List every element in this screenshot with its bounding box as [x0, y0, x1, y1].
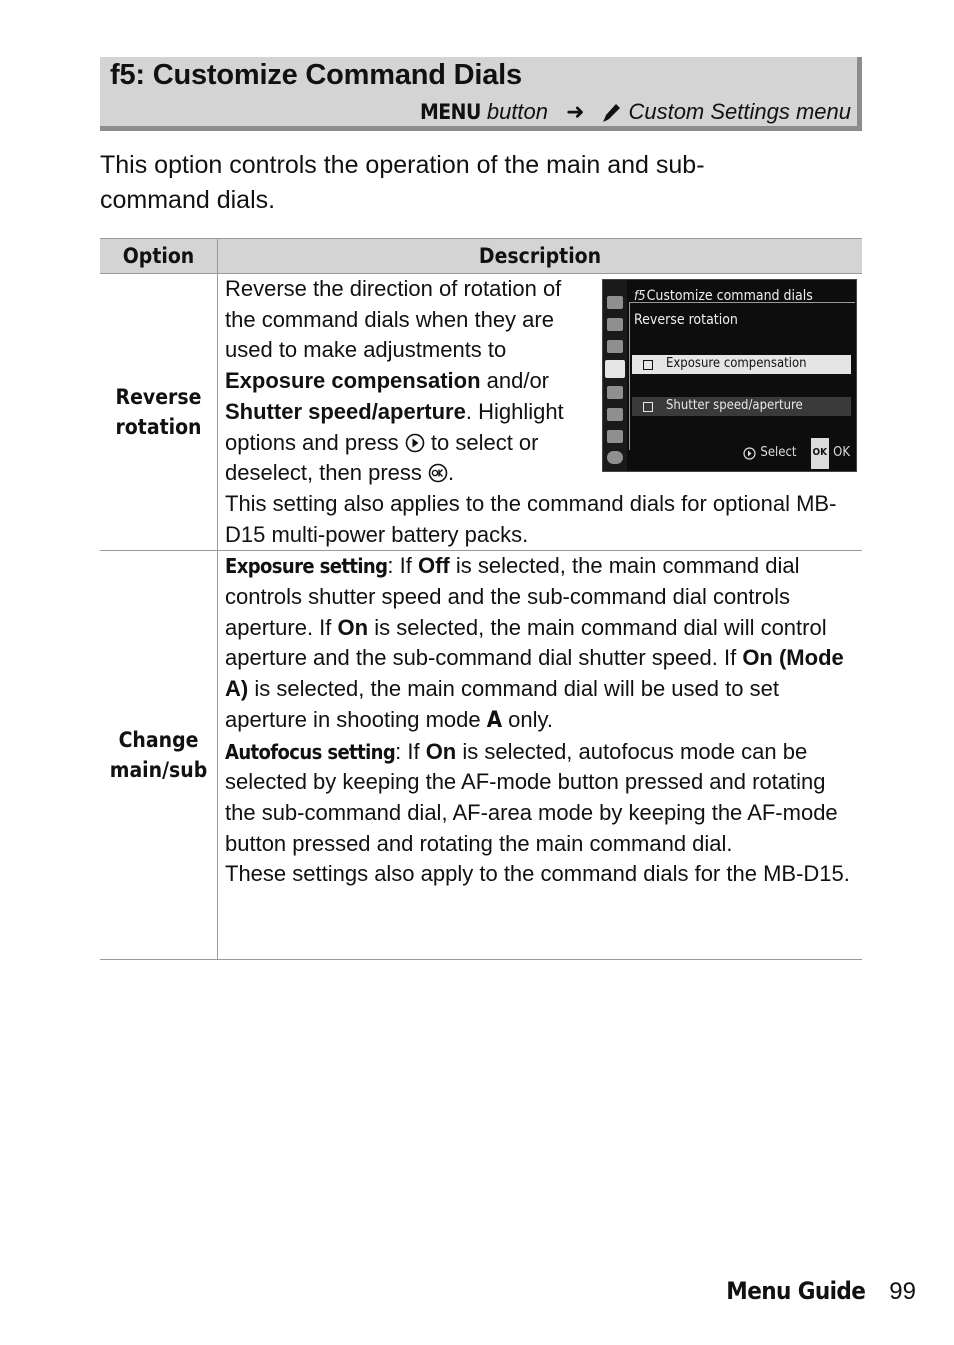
- description-text: to select or deselect, then press: [225, 429, 539, 486]
- wrench-icon: [607, 386, 623, 399]
- description-column-header: Description: [218, 239, 863, 274]
- mode-a-term: A: [486, 707, 503, 733]
- camera-footer-ok: OK: [833, 445, 850, 461]
- pencil-icon: [605, 360, 625, 378]
- camera-option-exposure-compensation: [632, 355, 851, 374]
- on-mode-a-term: On (Mode A): [225, 645, 844, 702]
- option-label-line: Reverse: [115, 385, 202, 410]
- camera-option-shutter-speed-aperture: [632, 397, 851, 416]
- ok-button-icon: OK: [811, 438, 830, 469]
- option-change-main-sub: [100, 551, 218, 960]
- help-icon: [607, 451, 623, 464]
- movie-icon: [607, 340, 623, 353]
- camera-menu-screenshot: [602, 279, 857, 472]
- table-row: [100, 274, 862, 551]
- multi-selector-icon: [743, 447, 756, 460]
- camera-icon: [607, 318, 623, 331]
- playback-menu-icon: [607, 296, 623, 309]
- description-text: . Highlight options and press: [225, 398, 564, 455]
- mb-d15-note: These settings also apply to the command dials for the MB-D15.: [225, 861, 850, 887]
- section-title: f5: Customize Command Dials: [110, 59, 522, 91]
- exposure-compensation-term: Exposure compensation: [225, 368, 481, 394]
- autofocus-setting-paragraph: [225, 737, 854, 860]
- description-text: : If: [387, 553, 418, 579]
- description-text: .: [448, 460, 455, 486]
- description-text: is selected, the main command dial controls shutter speed and the sub-command dial controls aperture. If: [225, 553, 800, 640]
- description-text: and/or: [480, 368, 550, 394]
- camera-menu-sidebar: [603, 280, 627, 471]
- autofocus-setting-label: Autofocus setting: [225, 739, 396, 764]
- options-table: [100, 238, 862, 960]
- description-text: This setting also applies to the command dials for optional MB-D15 multi-power battery packs.: [225, 490, 837, 547]
- description-reverse-rotation: [218, 274, 863, 551]
- table-row: [100, 551, 862, 960]
- footer-section-title: Menu Guide: [726, 1277, 866, 1305]
- description-change-main-sub: [218, 551, 863, 960]
- shutter-speed-aperture-term: Shutter speed/aperture: [225, 398, 466, 424]
- my-menu-icon: [607, 430, 623, 443]
- option-column-header: Option: [100, 239, 218, 274]
- description-text: is selected, autofocus mode can be selected by keeping the AF-mode button pressed and rotating the sub-command dial, AF-area mode by keeping the AF-mode button pressed and rotating the main command dial.: [225, 738, 838, 856]
- description-text: only.: [502, 706, 554, 732]
- camera-menu-code: f5: [634, 289, 646, 304]
- option-reverse-rotation: [100, 274, 218, 551]
- on-term: On: [425, 738, 457, 764]
- checkbox-icon: [643, 402, 653, 412]
- exposure-setting-label: Exposure setting: [225, 554, 388, 579]
- menu-button-text: button: [486, 99, 549, 124]
- camera-menu-footer: [743, 438, 850, 469]
- pencil-icon: [600, 101, 622, 123]
- camera-menu-title-text: Customize command dials: [646, 288, 813, 304]
- multi-selector-right-icon: [405, 433, 425, 453]
- description-text: is selected, the main command dial will be used to set aperture in shooting mode: [225, 676, 779, 732]
- custom-settings-menu-text: Custom Settings menu: [628, 99, 851, 124]
- on-term: On: [337, 614, 369, 640]
- arrow-right-icon: ➜: [566, 99, 585, 124]
- option-label-line: main/sub: [109, 758, 208, 783]
- camera-menu-subtitle: Reverse rotation: [634, 312, 738, 328]
- off-term: Off: [417, 553, 450, 579]
- camera-option-label: Shutter speed/aperture: [666, 398, 803, 414]
- description-text: Reverse the direction of rotation of the command dials when they are used to make adjustments to: [225, 276, 562, 363]
- page-number: 99: [889, 1278, 916, 1305]
- exposure-setting-paragraph: [225, 551, 854, 736]
- option-label-line: rotation: [115, 415, 202, 440]
- menu-path: [420, 99, 851, 125]
- ok-button-icon: [428, 463, 448, 483]
- page-footer: [726, 1277, 916, 1306]
- description-text: is selected, the main command dial will control aperture and the sub-command dial shutter speed. If: [225, 614, 827, 671]
- menu-button-label: MENU: [419, 100, 481, 124]
- camera-footer-select: Select: [760, 445, 797, 461]
- retouch-icon: [607, 408, 623, 421]
- table-header-row: [100, 239, 862, 274]
- option-label-line: Change: [118, 728, 199, 753]
- description-text: : If: [395, 738, 426, 764]
- camera-option-label: Exposure compensation: [666, 356, 807, 372]
- checkbox-icon: [643, 360, 653, 370]
- section-header: [100, 57, 862, 131]
- intro-text: This option controls the operation of the main and sub-command dials.: [100, 151, 705, 214]
